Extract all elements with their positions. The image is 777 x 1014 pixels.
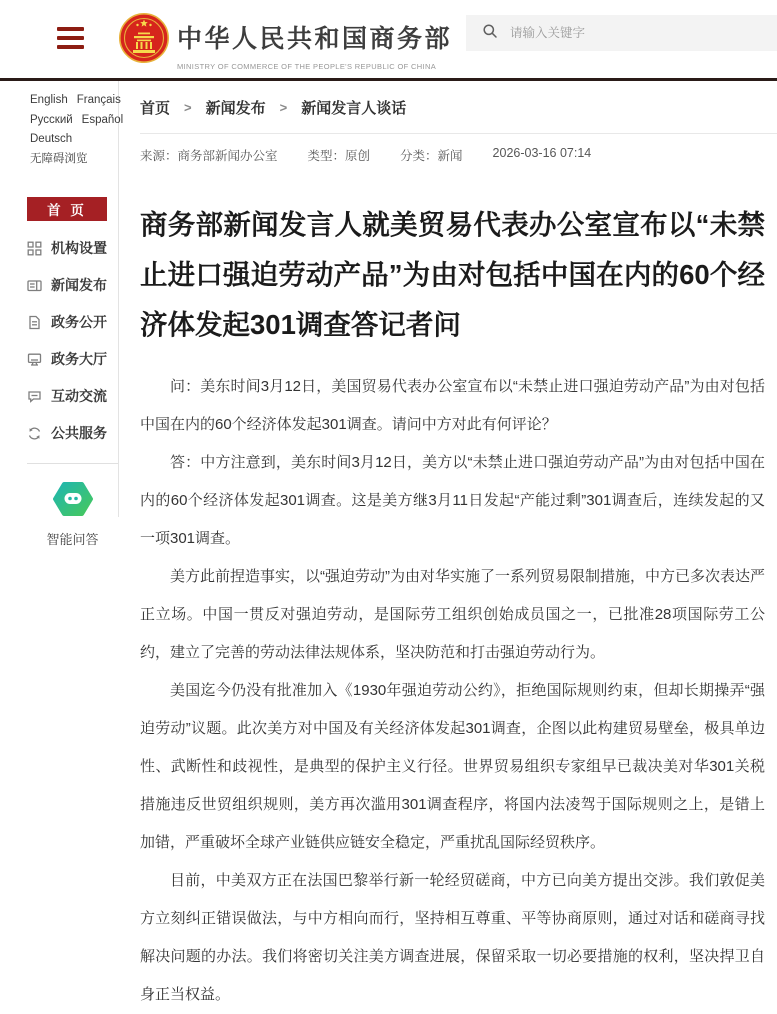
lang-english[interactable]: English (30, 94, 68, 106)
sidebar-item-organization[interactable] (27, 238, 118, 258)
site-title: 中华人民共和国商务部 (177, 25, 453, 53)
sidebar-item-gov-hall[interactable] (27, 349, 118, 369)
sidebar-item-label: 公共服务 (51, 425, 107, 441)
sidebar-item-label: 机构设置 (51, 240, 107, 256)
search-box[interactable] (466, 15, 777, 51)
search-icon (482, 23, 498, 44)
lang-deutsch[interactable]: Deutsch (30, 133, 73, 145)
service-arrows-icon (27, 426, 42, 441)
article-paragraph: 美国迄今仍没有批准加入《1930年强迫劳动公约》，拒绝国际规则约束，但却长期操弄“强迫劳动”议题。此次美方对中国及有关经济体发起301调查，企图以此构建贸易壁垒，极具单边性、武断性和歧视性，是典型的保护主义行径。世界贸易组织专家组早已裁决美对华301关税措施违反世贸组织规则，美方再次滥用301调查程序，将国内法凌驾于国际规则之上，是错上加错，严重破坏全球产业链供应链安全稳定，严重扰乱国际经贸秩序。 (140, 682, 765, 852)
breadcrumb-divider (140, 133, 777, 134)
article-paragraph: 答：中方注意到，美东时间3月12日，美方以“未禁止进口强迫劳动产品”为由对包括中国在内的60个经济体发起301调查。这是美方继3月11日发起“产能过剩”301调查后，连续发起的又一项301调查。 (140, 454, 765, 548)
article-paragraph: 美方此前捏造事实，以“强迫劳动”为由对华实施了一系列贸易限制措施，中方已多次表达严正立场。中国一贯反对强迫劳动，是国际劳工组织创始成员国之一，已批准28项国际劳工公约，建立了完善的劳动法律法规体系，坚决防范和打击强迫劳动行为。 (140, 568, 765, 662)
meta-source: 来源：商务部新闻办公室 (140, 149, 278, 163)
article-paragraph: 目前，中美双方正在法国巴黎举行新一轮经贸磋商，中方已向美方提出交涉。我们敦促美方立刻纠正错误做法，与中方相向而行，坚持相互尊重、平等协商原则，通过对话和磋商寻找解决问题的办法。我们将密切关注美方调查进展，保留采取一切必要措施的权利，坚决捍卫自身正当权益。 (140, 872, 765, 1004)
sidebar-item-news[interactable] (27, 275, 118, 295)
org-grid-icon (27, 241, 42, 256)
sidebar-item-home[interactable]: 首 页 (27, 197, 107, 221)
article-title: 商务部新闻发言人就美贸易代表办公室宣布以“未禁止进口强迫劳动产品”为由对包括中国在内的60个经济体发起301调查答记者问 (140, 209, 765, 340)
sidebar-item-label: 新闻发布 (51, 277, 107, 293)
breadcrumb-current[interactable]: 新闻发言人谈话 (301, 100, 407, 117)
meta-datetime: 2026-03-16 07:14 (492, 146, 592, 160)
smart-qa-widget[interactable] (27, 482, 118, 548)
sidebar-menu (27, 238, 118, 443)
lang-francais[interactable]: Français (76, 94, 121, 106)
article-meta (140, 146, 765, 164)
smart-qa-label: 智能问答 (46, 532, 99, 547)
sidebar-divider (118, 81, 119, 517)
search-input[interactable] (508, 25, 752, 41)
sidebar-item-label: 政务大厅 (51, 351, 107, 367)
lang-espanol[interactable]: Español (81, 113, 124, 126)
robot-chat-icon (53, 503, 93, 520)
sidebar-item-public-service[interactable] (27, 423, 118, 443)
document-icon (27, 315, 42, 330)
meta-category: 分类：新闻 (400, 149, 463, 163)
sidebar (0, 81, 124, 548)
meta-type: 类型：原创 (307, 149, 371, 163)
breadcrumb-separator: > (184, 100, 192, 115)
site-subtitle: MINISTRY OF COMMERCE OF THE PEOPLE'S REPUBLIC OF CHINA (177, 62, 437, 71)
header (0, 0, 777, 81)
sidebar-item-interaction[interactable] (27, 386, 118, 406)
sidebar-item-label: 政务公开 (51, 314, 107, 330)
breadcrumb-home[interactable]: 首页 (140, 100, 171, 117)
sidebar-separator (27, 463, 118, 464)
news-icon (27, 278, 42, 293)
sidebar-item-label: 互动交流 (51, 388, 107, 404)
lang-russian[interactable]: Русский (30, 113, 73, 126)
breadcrumb-news[interactable]: 新闻发布 (205, 100, 266, 117)
breadcrumb (140, 97, 765, 118)
article-paragraph: 问：美东时间3月12日，美国贸易代表办公室宣布以“未禁止进口强迫劳动产品”为由对包括中国在内的60个经济体发起301调查。请问中方对此有何评论？ (140, 378, 765, 434)
accessibility-link[interactable]: 无障碍浏览 (30, 152, 88, 165)
chat-icon (27, 389, 42, 404)
sidebar-item-gov-info[interactable] (27, 312, 118, 332)
breadcrumb-separator: > (279, 100, 288, 115)
monitor-icon (27, 352, 42, 367)
article-body (140, 368, 765, 1014)
hamburger-menu-icon[interactable] (57, 27, 84, 54)
brand (177, 19, 452, 71)
language-switcher (30, 91, 124, 169)
national-emblem-logo (118, 11, 170, 67)
